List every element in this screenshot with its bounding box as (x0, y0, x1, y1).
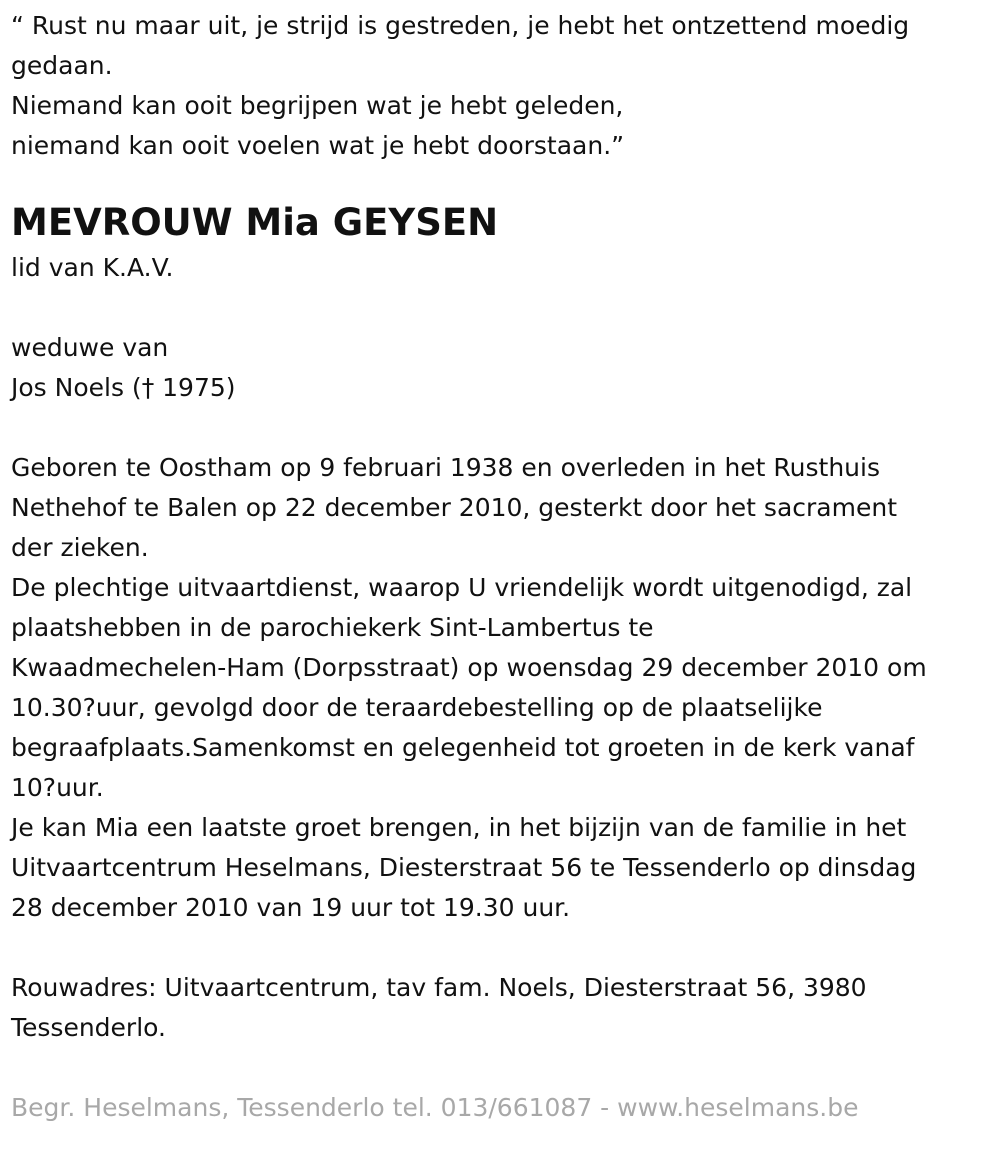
details-line: Je kan Mia een laatste groet brengen, in het bijzijn van de familie in het (11, 813, 907, 842)
details-line: Nethehof te Balen op 22 december 2010, gesterkt door het sacrament (11, 493, 897, 522)
details-line: begraafplaats.Samenkomst en gelegenheid tot groeten in de kerk vanaf (11, 733, 915, 762)
spacer (11, 1048, 996, 1088)
details-line: Kwaadmechelen-Ham (Dorpsstraat) op woensdag 29 december 2010 om (11, 653, 927, 682)
details-line: Geboren te Oostham op 9 februari 1938 en overleden in het Rusthuis (11, 453, 880, 482)
spouse-year: 1975) (154, 373, 236, 402)
spacer (11, 408, 996, 448)
funeral-home-footer: Begr. Heselmans, Tessenderlo tel. 013/661087 - www.heselmans.be (11, 1093, 859, 1122)
spacer (11, 288, 996, 328)
quote-line: niemand kan ooit voelen wat je hebt doorstaan.” (11, 131, 625, 160)
quote-line: gedaan. (11, 51, 113, 80)
details-line: plaatshebben in de parochiekerk Sint-Lambertus te (11, 613, 654, 642)
details-line: 28 december 2010 van 19 uur tot 19.30 uur. (11, 893, 571, 922)
address-line: Rouwadres: Uitvaartcentrum, tav fam. Noels, Diesterstraat 56, 3980 (11, 973, 867, 1002)
deceased-name: MEVROUW Mia GEYSEN (11, 201, 499, 244)
cross-icon: † (141, 373, 155, 402)
quote-line: “ Rust nu maar uit, je strijd is gestreden, je hebt het ontzettend moedig (11, 11, 910, 40)
address-block (11, 968, 996, 1048)
obituary-document (11, 6, 996, 1128)
details-line: 10.30?uur, gevolgd door de teraardebestelling op de plaatselijke (11, 693, 823, 722)
quote-line: Niemand kan ooit begrijpen wat je hebt geleden, (11, 91, 624, 120)
spouse-name (11, 368, 996, 408)
details-line: der zieken. (11, 533, 149, 562)
details-line: De plechtige uitvaartdienst, waarop U vriendelijk wordt uitgenodigd, zal (11, 573, 913, 602)
spouse-name-text: Jos Noels ( (11, 373, 142, 402)
details-line: 10?uur. (11, 773, 104, 802)
spacer (11, 928, 996, 968)
address-line: Tessenderlo. (11, 1013, 166, 1042)
details-line: Uitvaartcentrum Heselmans, Diesterstraat 56 te Tessenderlo op dinsdag (11, 853, 917, 882)
quote-block (11, 6, 996, 166)
details-block (11, 448, 996, 928)
spouse-label: weduwe van (11, 333, 169, 362)
membership: lid van K.A.V. (11, 253, 174, 282)
